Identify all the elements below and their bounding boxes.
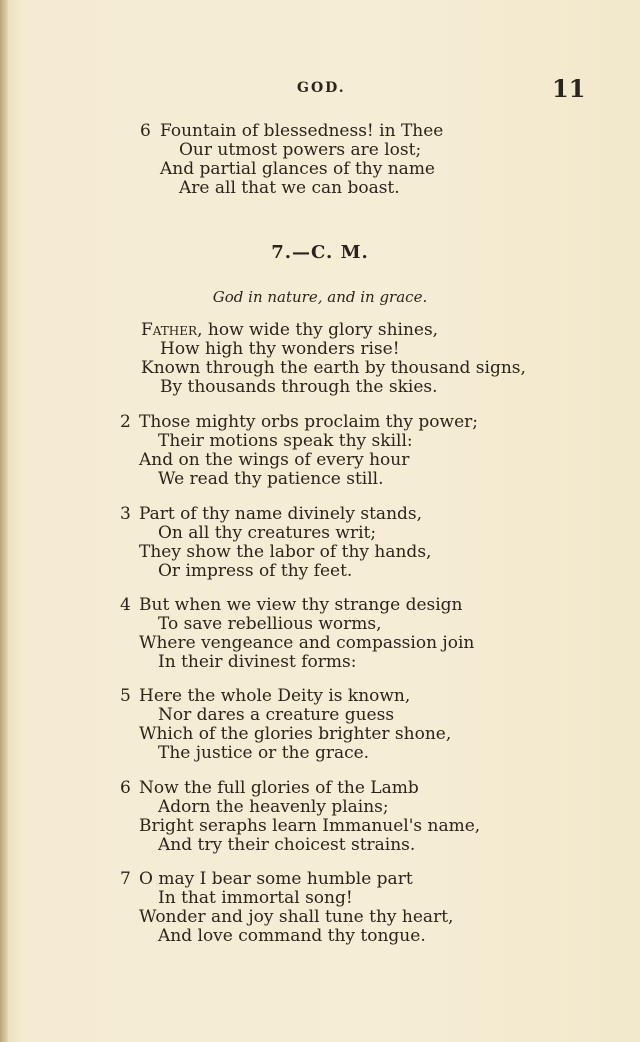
stanza-line: On all thy creatures writ; xyxy=(158,523,377,543)
stanza-line: Bright seraphs learn Immanuel's name, xyxy=(139,816,481,836)
stanza-line: By thousands through the skies. xyxy=(160,377,438,397)
stanza-line: In their divinest forms: xyxy=(158,652,357,672)
hymn-number: 7.—C. M. xyxy=(271,242,369,263)
stanza-line: Here the whole Deity is known, xyxy=(139,686,411,706)
stanza-line: The justice or the grace. xyxy=(158,743,370,763)
stanza-number: 6 xyxy=(140,121,151,141)
stanza-line: Wonder and joy shall tune thy heart, xyxy=(139,907,454,927)
stanza-line-rest: how wide thy glory shines, xyxy=(202,320,439,340)
page-number: 11 xyxy=(552,74,586,103)
stanza-line xyxy=(141,321,438,340)
stanza-line: Are all that we can boast. xyxy=(179,178,400,198)
stanza-line: And try their choicest strains. xyxy=(158,835,416,855)
stanza-line: How high thy wonders rise! xyxy=(160,339,400,359)
first-word: Father, xyxy=(141,320,203,340)
stanza-line: In that immortal song! xyxy=(158,888,353,908)
stanza-line: Which of the glories brighter shone, xyxy=(139,724,452,744)
stanza-line: Known through the earth by thousand signs, xyxy=(141,358,526,378)
stanza-number: 5 xyxy=(120,686,131,706)
running-head: GOD. xyxy=(297,80,346,96)
stanza-line: Adorn the heavenly plains; xyxy=(158,797,389,817)
stanza-number: 2 xyxy=(120,412,131,432)
stanza-line: O may I bear some humble part xyxy=(139,869,413,889)
stanza-line: Nor dares a creature guess xyxy=(158,705,395,725)
page-spine-shadow xyxy=(0,0,8,1042)
stanza-number: 6 xyxy=(120,778,131,798)
stanza-line: To save rebellious worms, xyxy=(158,614,382,634)
stanza-line: They show the labor of thy hands, xyxy=(139,542,432,562)
stanza-line: And on the wings of every hour xyxy=(139,450,410,470)
stanza-line: Part of thy name divinely stands, xyxy=(139,504,423,524)
hymn-subtitle: God in nature, and in grace. xyxy=(212,288,428,306)
stanza-line: But when we view thy strange design xyxy=(139,595,463,615)
stanza-line: Our utmost powers are lost; xyxy=(179,140,422,160)
stanza-number: 4 xyxy=(120,595,131,615)
stanza-line: And partial glances of thy name xyxy=(160,159,435,179)
stanza-line: Fountain of blessedness! in Thee xyxy=(160,121,444,141)
stanza-line: Now the full glories of the Lamb xyxy=(139,778,419,798)
stanza-line: We read thy patience still. xyxy=(158,469,384,489)
stanza-number: 7 xyxy=(120,869,131,889)
stanza-line: Their motions speak thy skill: xyxy=(158,431,413,451)
stanza-line: Where vengeance and compassion join xyxy=(139,633,475,653)
stanza-line: And love command thy tongue. xyxy=(158,926,426,946)
stanza-line: Those mighty orbs proclaim thy power; xyxy=(139,412,478,432)
stanza-number: 3 xyxy=(120,504,131,524)
stanza-line: Or impress of thy feet. xyxy=(158,561,353,581)
